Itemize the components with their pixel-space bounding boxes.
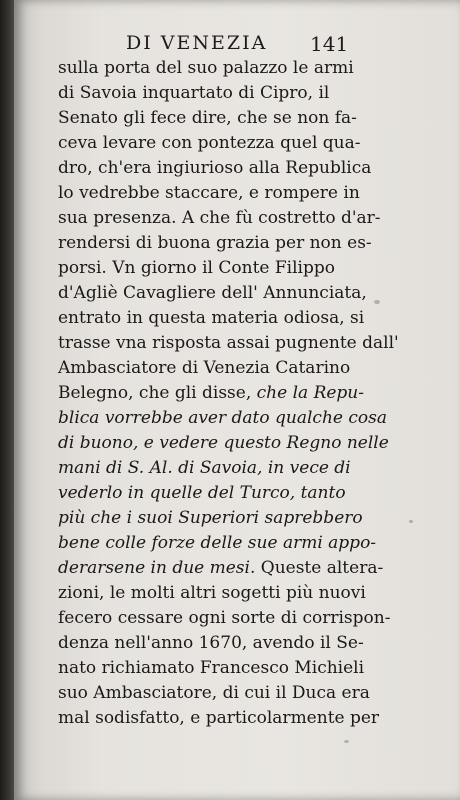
text-segment: zioni, le molti altri sogetti più nuovi bbox=[58, 583, 366, 603]
text-segment: denza nell'anno 1670, avendo il Se- bbox=[58, 633, 364, 653]
text-line bbox=[58, 506, 363, 531]
text-segment: sulla porta del suo palazzo le armi bbox=[58, 58, 354, 78]
text-segment: sua presenza. A che fù costretto d'ar- bbox=[58, 208, 381, 228]
text-segment: dro, ch'era ingiurioso alla Republica bbox=[58, 158, 372, 178]
text-segment: nato richiamato Francesco Michieli bbox=[58, 658, 365, 678]
body-text bbox=[58, 56, 399, 731]
text-segment: lo vedrebbe staccare, e rompere in bbox=[58, 183, 360, 203]
text-line bbox=[58, 681, 370, 706]
text-line bbox=[58, 431, 389, 456]
text-line bbox=[58, 581, 366, 606]
text-line bbox=[58, 256, 358, 281]
text-line bbox=[58, 81, 358, 106]
italic-text-segment: blica vorrebbe aver dato qualche cosa bbox=[58, 408, 387, 428]
text-line bbox=[58, 631, 364, 656]
text-segment: rendersi di buona grazia per non es- bbox=[58, 233, 372, 253]
text-line bbox=[58, 156, 372, 181]
text-line bbox=[58, 406, 387, 431]
text-line bbox=[58, 656, 365, 681]
text-segment: porsi. Vn giorno il Conte Filippo bbox=[58, 258, 335, 278]
paper-speck bbox=[344, 740, 349, 743]
text-line bbox=[58, 531, 377, 556]
paper-speck bbox=[409, 520, 413, 523]
text-line bbox=[58, 706, 380, 731]
italic-text-segment: bene colle forze delle sue armi appo- bbox=[58, 533, 377, 553]
text-segment: trasse vna risposta assai pugnente dall' bbox=[58, 333, 399, 353]
text-segment: fecero cessare ogni sorte di corrispon- bbox=[58, 608, 391, 628]
italic-text-segment: più che i suoi Superiori saprebbero bbox=[58, 508, 363, 528]
text-segment: mal sodisfatto, e particolarmente per bbox=[58, 708, 380, 728]
text-line bbox=[58, 181, 358, 206]
italic-text-segment: derarsene in due mesi. bbox=[58, 558, 256, 578]
text-line bbox=[58, 331, 399, 356]
text-segment: Belegno, che gli disse, bbox=[58, 383, 257, 403]
text-segment: ceva levare con pontezza quel qua- bbox=[58, 133, 361, 153]
text-line bbox=[58, 56, 358, 81]
italic-text-segment: mani di S. Al. di Savoia, in vece di bbox=[58, 458, 351, 478]
text-line bbox=[58, 306, 365, 331]
text-segment: d'Agliè Cavagliere dell' Annunciata, bbox=[58, 283, 367, 303]
running-head: DI VENEZIA bbox=[126, 32, 268, 54]
text-segment: di Savoia inquartato di Cipro, il bbox=[58, 83, 330, 103]
text-line bbox=[58, 281, 367, 306]
text-segment: Senato gli fece dire, che se non fa- bbox=[58, 108, 357, 128]
text-segment: entrato in questa materia odiosa, si bbox=[58, 308, 365, 328]
page-number: 141 bbox=[310, 32, 349, 56]
book-page bbox=[14, 0, 460, 800]
page-header bbox=[14, 32, 460, 58]
text-line bbox=[58, 131, 361, 156]
text-line bbox=[58, 106, 358, 131]
text-segment: suo Ambasciatore, di cui il Duca era bbox=[58, 683, 370, 703]
text-line bbox=[58, 356, 358, 381]
text-segment: Queste altera- bbox=[255, 558, 384, 578]
text-line bbox=[58, 481, 358, 506]
text-line bbox=[58, 231, 372, 256]
text-line bbox=[58, 206, 381, 231]
text-line bbox=[58, 381, 365, 406]
text-line bbox=[58, 606, 391, 631]
italic-text-segment: di buono, e vedere questo Regno nelle bbox=[58, 433, 389, 453]
text-line bbox=[58, 456, 358, 481]
text-segment: Ambasciatore di Venezia Catarino bbox=[58, 358, 351, 378]
paper-speck bbox=[374, 300, 380, 304]
italic-text-segment: che la Repu- bbox=[256, 383, 365, 403]
italic-text-segment: vederlo in quelle del Turco, tanto bbox=[58, 483, 346, 503]
text-line bbox=[58, 556, 384, 581]
